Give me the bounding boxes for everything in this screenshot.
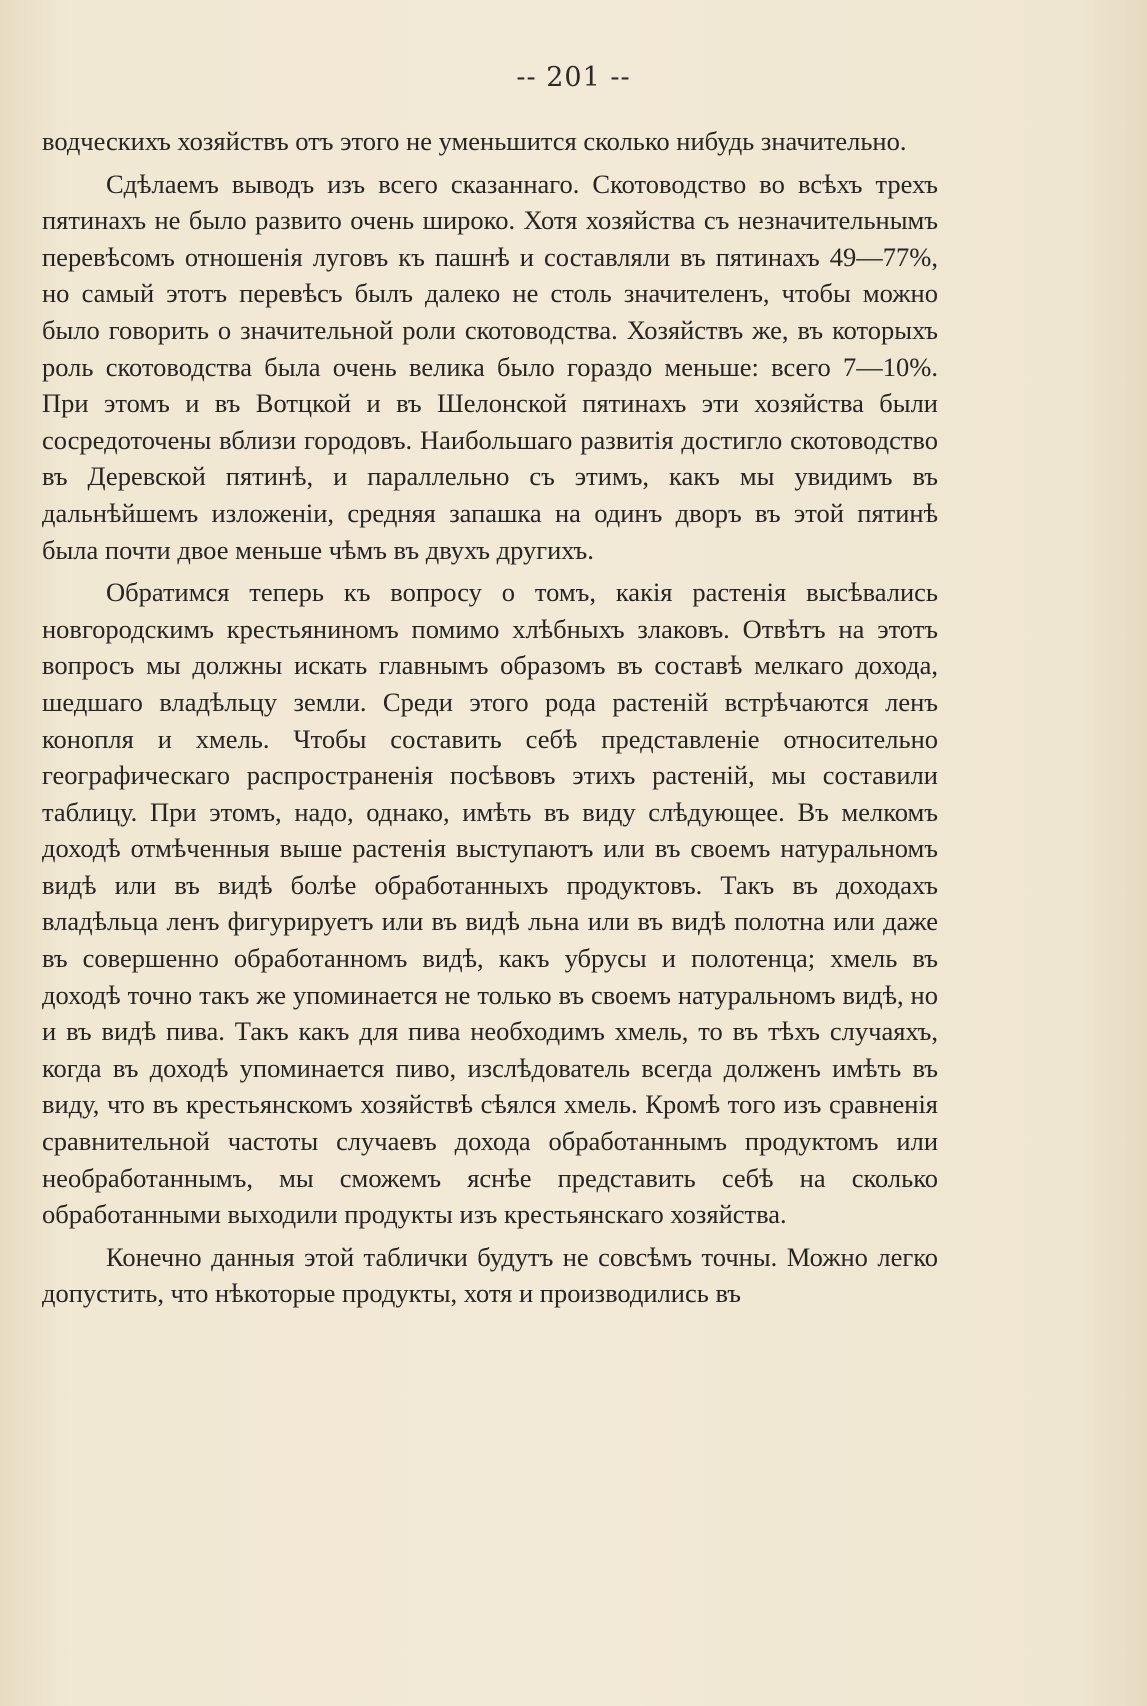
paragraph-crops: Обратимся теперь къ вопросу о томъ, какія растенія высѣвались новгородскимъ крестьяниномъ помимо хлѣбныхъ злаковъ. Отвѣтъ на этотъ вопросъ мы должны искать главнымъ образомъ въ составѣ мелкаго дохода, шедшаго владѣльцу земли. Среди этого рода растеній встрѣчаются ленъ конопля и хмель. Чтобы составить себѣ представленіе относительно географическаго распространенія посѣвовъ этихъ растеній, мы составили таблицу. При этомъ, надо, однако, имѣть въ виду слѣдующее. Въ мелкомъ доходѣ отмѣченныя выше растенія выступаютъ или въ своемъ натуральномъ видѣ или въ видѣ болѣе обработанныхъ продуктовъ. Такъ въ доходахъ владѣльца ленъ фигурируетъ или въ видѣ льна или въ видѣ полотна или даже въ совершенно обработанномъ видѣ, какъ убрусы и полотенца; хмель въ доходѣ точно такъ же упоминается не только въ своемъ натуральномъ видѣ, но и въ видѣ пива. Такъ какъ для пива необходимъ хмель, то въ тѣхъ случаяхъ, когда въ доходѣ упоминается пиво, изслѣдователь всегда долженъ имѣть въ виду, что въ крестьянскомъ хозяйствѣ сѣялся хмель. Кромѣ того изъ сравненія сравнительной частоты случаевъ дохода обработаннымъ продуктомъ или необработаннымъ, мы сможемъ яснѣе представить себѣ на сколько обработанными выходили продукты изъ крестьянскаго хозяйства. [42,577,938,1230]
paragraph-table-caveat: Конечно данныя этой таблички будутъ не совсѣмъ точны. Можно легко допустить, что нѣкоторые продукты, хотя и производились въ [42,1241,938,1309]
body-text [42,123,938,1314]
page-number: -- 201 -- [516,62,631,93]
paragraph-continued: водческихъ хозяйствъ отъ этого не уменьшится сколько нибудь значительно. [42,126,907,156]
paragraph-conclusion: Сдѣлаемъ выводъ изъ всего сказаннаго. Скотоводство во всѣхъ трехъ пятинахъ не было развито очень широко. Хотя хозяйства съ незначительнымъ перевѣсомъ отношенія луговъ къ пашнѣ и составляли въ пятинахъ 49—77%, но самый этотъ перевѣсъ былъ далеко не столь значителенъ, чтобы можно было говорить о значительной роли скотоводства. Хозяйствъ же, въ которыхъ роль скотоводства была очень велика было гораздо меньше: всего 7—10%. При этомъ и въ Вотцкой и въ Шелонской пятинахъ эти хозяйства были сосредоточены вблизи городовъ. Наибольшаго развитія достигло скотоводство въ Деревской пятинѣ, и параллельно съ этимъ, какъ мы увидимъ въ дальнѣйшемъ изложеніи, средняя запашка на одинъ дворъ въ этой пятинѣ была почти двое меньше чѣмъ въ двухъ другихъ. [42,168,938,565]
